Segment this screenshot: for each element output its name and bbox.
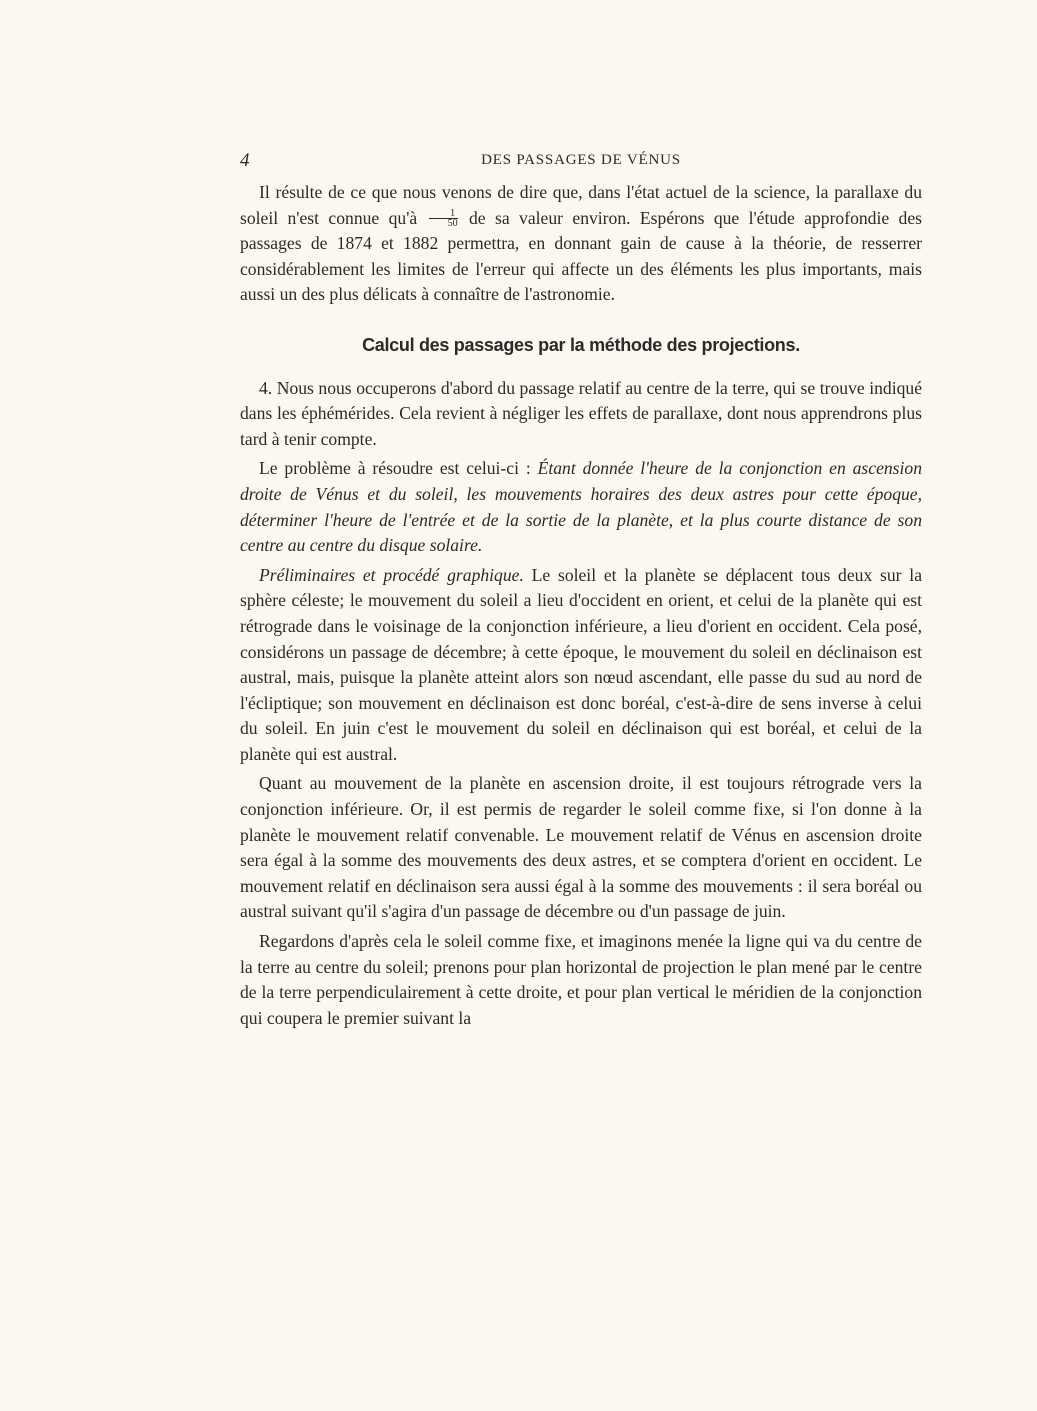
paragraph-ascension: Quant au mouvement de la planète en ascension droite, il est toujours rétrograde vers la conjonction inférieure. Or, il est permis de regarder le soleil comme fixe, si l'on donne à la planète le mouvement relatif convenable. Le mouvement relatif de Vénus en ascension droite sera égal à la somme des mouvements des deux astres, et se comptera d'orient en occident. Le mouvement relatif en déclinaison sera aussi égal à la somme des mouvements : il sera boréal ou austral suivant qu'il s'agira d'un passage de décembre ou d'un passage de juin. (240, 773, 922, 922)
paragraph-parallax (240, 180, 922, 308)
running-title: DES PASSAGES DE VÉNUS (481, 152, 681, 168)
problem-statement: Étant donnée l'heure de la conjonction en ascension droite de Vénus et du soleil, les mouvements horaires des deux astres pour cette époque, déterminer l'heure de l'entrée et de la sortie de la planète, et la plus courte distance de son centre au centre du disque solaire. (240, 458, 922, 556)
paragraph-projection: Regardons d'après cela le soleil comme fixe, et imaginons menée la ligne qui va du centre de la terre au centre du soleil; prenons pour plan horizontal de projection le plan mené par le centre de la terre perpendiculairement à cette droite, et pour plan vertical le méridien de la conjonction qui coupera le premier suivant la (240, 931, 922, 1028)
subsection-title: Préliminaires et procédé graphique. (259, 564, 524, 585)
paragraph-article-4: 4. Nous nous occuperons d'abord du passage relatif au centre de la terre, qui se trouve indiqué dans les éphémérides. Cela revient à négliger les effets de parallaxe, dont nous apprendrons plus tard à tenir compte. (240, 377, 922, 449)
running-head (240, 150, 922, 172)
body-text (240, 180, 922, 1031)
page-number: 4 (240, 150, 250, 171)
section-heading: Calcul des passages par la méthode des projections. (362, 334, 800, 355)
paragraph-preliminaires (240, 563, 922, 768)
fraction (429, 209, 458, 228)
paragraph-text: Il résulte de ce que nous venons de dire que, dans l'état actuel de la science, la parallaxe du soleil n'est connue qu'à (240, 182, 922, 228)
fraction-denominator: 50 (447, 217, 458, 229)
fraction-numerator: 1 (429, 209, 458, 219)
paragraph-probleme (240, 456, 922, 558)
paragraph-text: de sa valeur environ. Espérons que l'étude approfondie des passages de 1874 et 1882 permettra, en donnant gain de cause à la théorie, de resserrer considérablement les limites de l'erreur qui affecte un des éléments les plus importants, mais aussi un des plus délicats à connaître de l'astronomie. (240, 207, 923, 305)
paragraph-text: Le problème à résoudre est celui-ci : (259, 458, 531, 479)
paragraph-text: Le soleil et la planète se déplacent tous deux sur la sphère céleste; le mouvement du soleil a lieu d'occident en orient, et celui de la planète qui est rétrograde dans le voisinage de la conjonction inférieure, a lieu d'orient en occident. Cela posé, considérons un passage de décembre; à cette époque, le mouvement du soleil en déclinaison est austral, mais, puisque la planète atteint alors son nœud ascendant, elle passe du sud au nord de l'écliptique; son mouvement en déclinaison est donc boréal, c'est-à-dire de sens inverse à celui du soleil. En juin c'est le mouvement du soleil en déclinaison qui est boréal, et celui de la planète qui est austral. (240, 564, 923, 764)
